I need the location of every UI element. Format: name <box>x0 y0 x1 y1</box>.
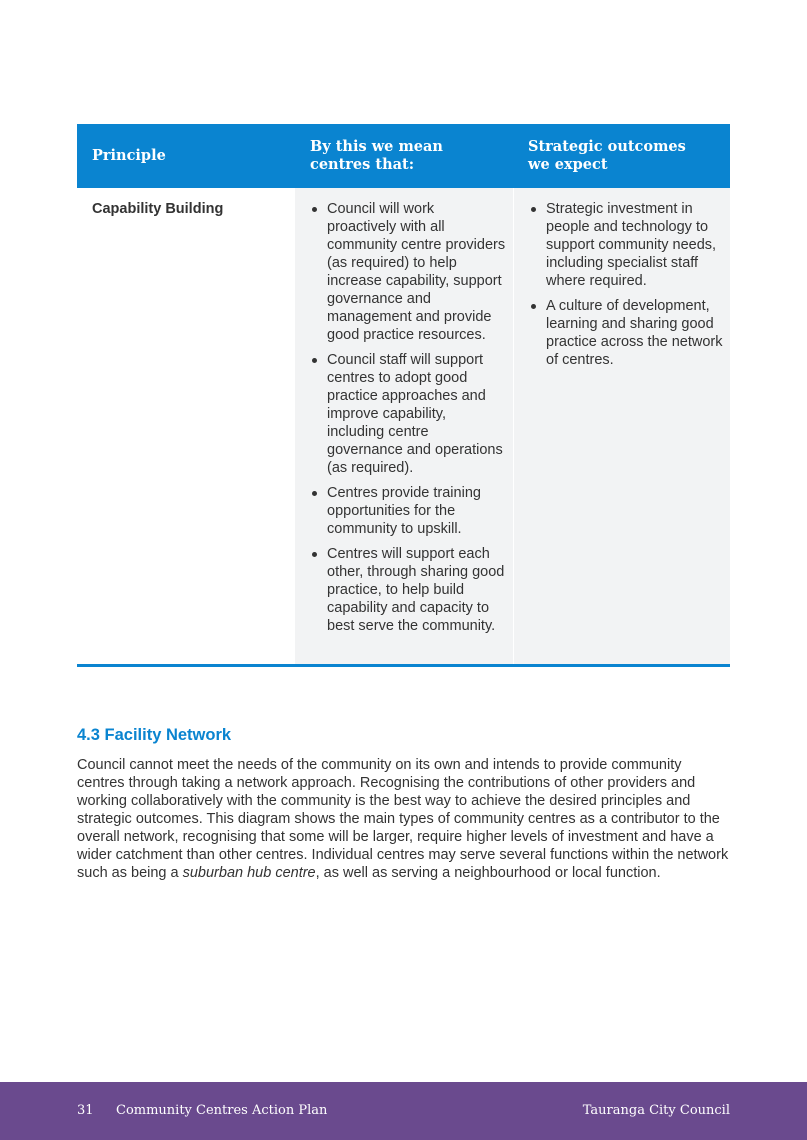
paragraph-emphasis: suburban hub centre <box>182 865 316 881</box>
list-item: A culture of development, learning and sharing good practice across the network of centres. <box>529 297 730 369</box>
page-number: 31 <box>77 1103 94 1118</box>
meaning-list <box>310 200 513 635</box>
section-heading: 4.3 Facility Network <box>77 726 232 744</box>
header-principle: Principle <box>92 147 166 164</box>
meaning-cell <box>295 188 513 664</box>
paragraph-text: Council cannot meet the needs of the community on its own and intends to provide community centres through taking a network approach. Recognising the contributions of other providers and working collaboratively with the community is the best way to achieve the desired principles and strategic outcomes. This diagram shows the main types of community centres as a contributor to the overall network, recognising that some will be larger, require higher levels of investment and have a wider catchment than other centres. Individual centres may serve several functions within the network such as being a <box>77 757 729 881</box>
document-title: Community Centres Action Plan <box>116 1103 328 1118</box>
organisation-name: Tauranga City Council <box>582 1103 730 1118</box>
page-footer <box>0 1082 807 1140</box>
outcomes-list <box>529 200 730 369</box>
principle-cell: Capability Building <box>77 188 295 664</box>
facility-network-section <box>77 724 730 882</box>
table-header-row <box>77 124 730 188</box>
outcomes-cell <box>513 188 730 664</box>
list-item: Centres will support each other, through sharing good practice, to help build capability and capacity to best serve the community. <box>310 545 513 635</box>
list-item: Strategic investment in people and technology to support community needs, including specialist staff where required. <box>529 200 730 290</box>
principles-table <box>77 124 730 667</box>
list-item: Council will work proactively with all community centre providers (as required) to help increase capability, support governance and management and provide good practice resources. <box>310 200 513 344</box>
list-item: Council staff will support centres to adopt good practice approaches and improve capability, including centre governance and operations (as required). <box>310 351 513 477</box>
section-paragraph <box>77 756 730 882</box>
paragraph-text-end: , as well as serving a neighbourhood or local function. <box>315 865 661 881</box>
table-row <box>77 188 730 667</box>
list-item: Centres provide training opportunities for the community to upskill. <box>310 484 513 538</box>
header-meaning: By this we mean centres that: <box>310 138 443 173</box>
header-outcomes: Strategic outcomes we expect <box>528 138 686 173</box>
